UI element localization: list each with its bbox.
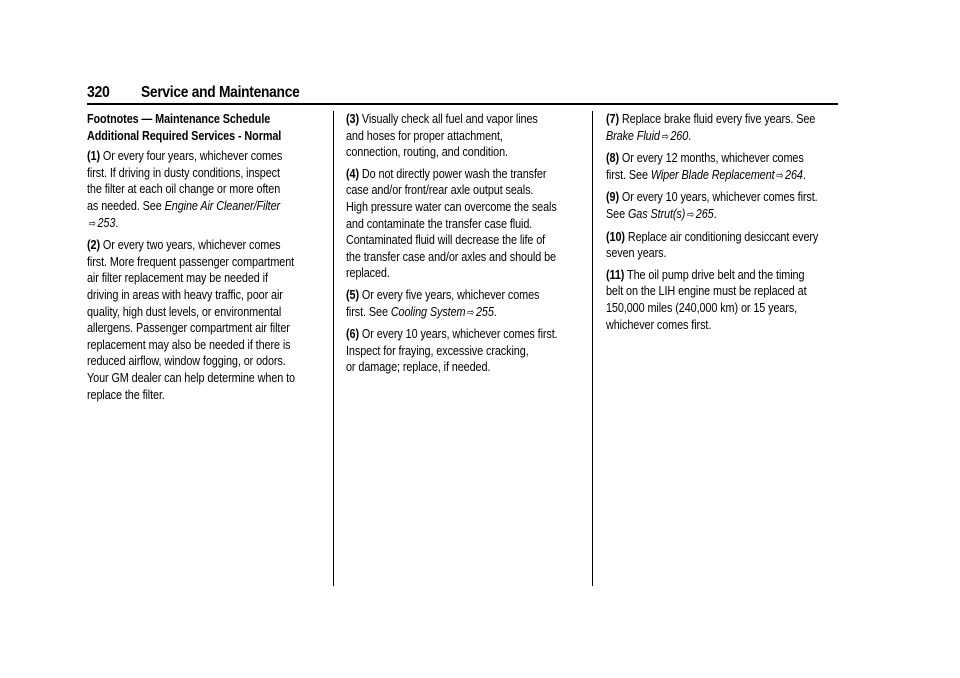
cross-reference-link[interactable]: Engine Air Cleaner/Filter [164,198,281,213]
page-reference-link[interactable]: 260 [670,128,689,143]
heading-line: Additional Required Services - Normal [87,128,282,143]
footnote-6: (6) Or every 10 years, whichever comes first. Inspect for fraying, excessive cracking, or damage; replace, if needed. [346,327,558,375]
footnote-10: (10) Replace air conditioning desiccant every seven years. [606,229,819,261]
section-title: Service and Maintenance [141,84,300,101]
footnote-3: (3) Visually check all fuel and vapor lines and hoses for proper attachment, connection, routing, and condition. [346,112,538,160]
footnote-number: (4) [346,166,359,181]
cross-reference-link[interactable]: Cooling System [390,304,466,319]
footnotes-heading [87,111,330,144]
footnote-number: (7) [606,112,619,126]
page-arrow-icon: ⇨ [687,208,695,221]
footnote-1: (1) Or every four years, whichever comes first. If driving in dusty conditions, inspect the filter at each oil change or more often as needed. See Engine Air Cleaner/Filter ⇨ 253. [87,148,330,232]
cross-reference-link[interactable]: Wiper Blade Replacement [650,167,775,182]
footnote-number: (11) [606,267,625,282]
footnote-number: (2) [87,238,100,253]
footnote-4: (4) Do not directly power wash the transfer case and/or front/rear axle output seals. High pressure water can overcome the seals and contaminate the transfer case fluid. Contaminated fluid will decrease the life of the transfer case and/or axles and should be replaced. [346,166,557,281]
page-reference-link[interactable]: 264 [785,167,803,182]
footnote-2: (2) Or every two years, whichever comes first. More frequent passenger compartment air filter replacement may be needed if driving in areas with heavy traffic, poor air quality, high dust levels, or environmental allergens. Passenger compartment air filter replacement may also be needed if there is reduced airflow, window fogging, or odors. Your GM dealer can help determine when to replace the filter. [87,238,295,402]
page-header [87,82,838,104]
column-1 [87,111,330,408]
page-reference-link[interactable]: 265 [695,206,714,221]
cross-reference-link[interactable]: Brake Fluid [606,128,660,143]
page-reference-link[interactable]: 255 [475,304,494,319]
column-divider [592,111,593,586]
page-arrow-icon: ⇨ [88,217,96,230]
column-3 [606,111,849,338]
footnote-5: (5) Or every five years, whichever comes first. See Cooling System ⇨ 255. [346,287,589,321]
footnote-number: (6) [346,327,359,342]
footnote-11: (11) The oil pump drive belt and the timing belt on the LIH engine must be replaced at 150,000 miles (240,000 km) or 15 years, whichever comes first. [606,267,807,332]
heading-line: Footnotes — Maintenance Schedule [87,112,271,126]
footnote-number: (9) [606,190,619,205]
page-arrow-icon: ⇨ [776,169,784,182]
footnote-number: (8) [606,151,619,166]
footnote-7: (7) Replace brake fluid every five years. See Brake Fluid ⇨ 260. [606,111,849,145]
footnote-number: (10) [606,229,625,244]
page-number: 320 [87,84,110,101]
footnote-8: (8) Or every 12 months, whichever comes first. See Wiper Blade Replacement ⇨ 264. [606,150,849,184]
footnote-9: (9) Or every 10 years, whichever comes first. See Gas Strut(s) ⇨ 265. [606,189,849,223]
column-2 [346,111,589,381]
page-arrow-icon: ⇨ [661,130,669,143]
header-rule [87,103,838,105]
footnote-number: (3) [346,112,359,126]
cross-reference-link[interactable]: Gas Strut(s) [627,206,686,221]
footnote-number: (5) [346,287,359,302]
footnote-number: (1) [87,149,100,164]
column-divider [333,111,334,586]
page-arrow-icon: ⇨ [467,306,475,319]
page-reference-link[interactable]: 253 [97,215,116,230]
